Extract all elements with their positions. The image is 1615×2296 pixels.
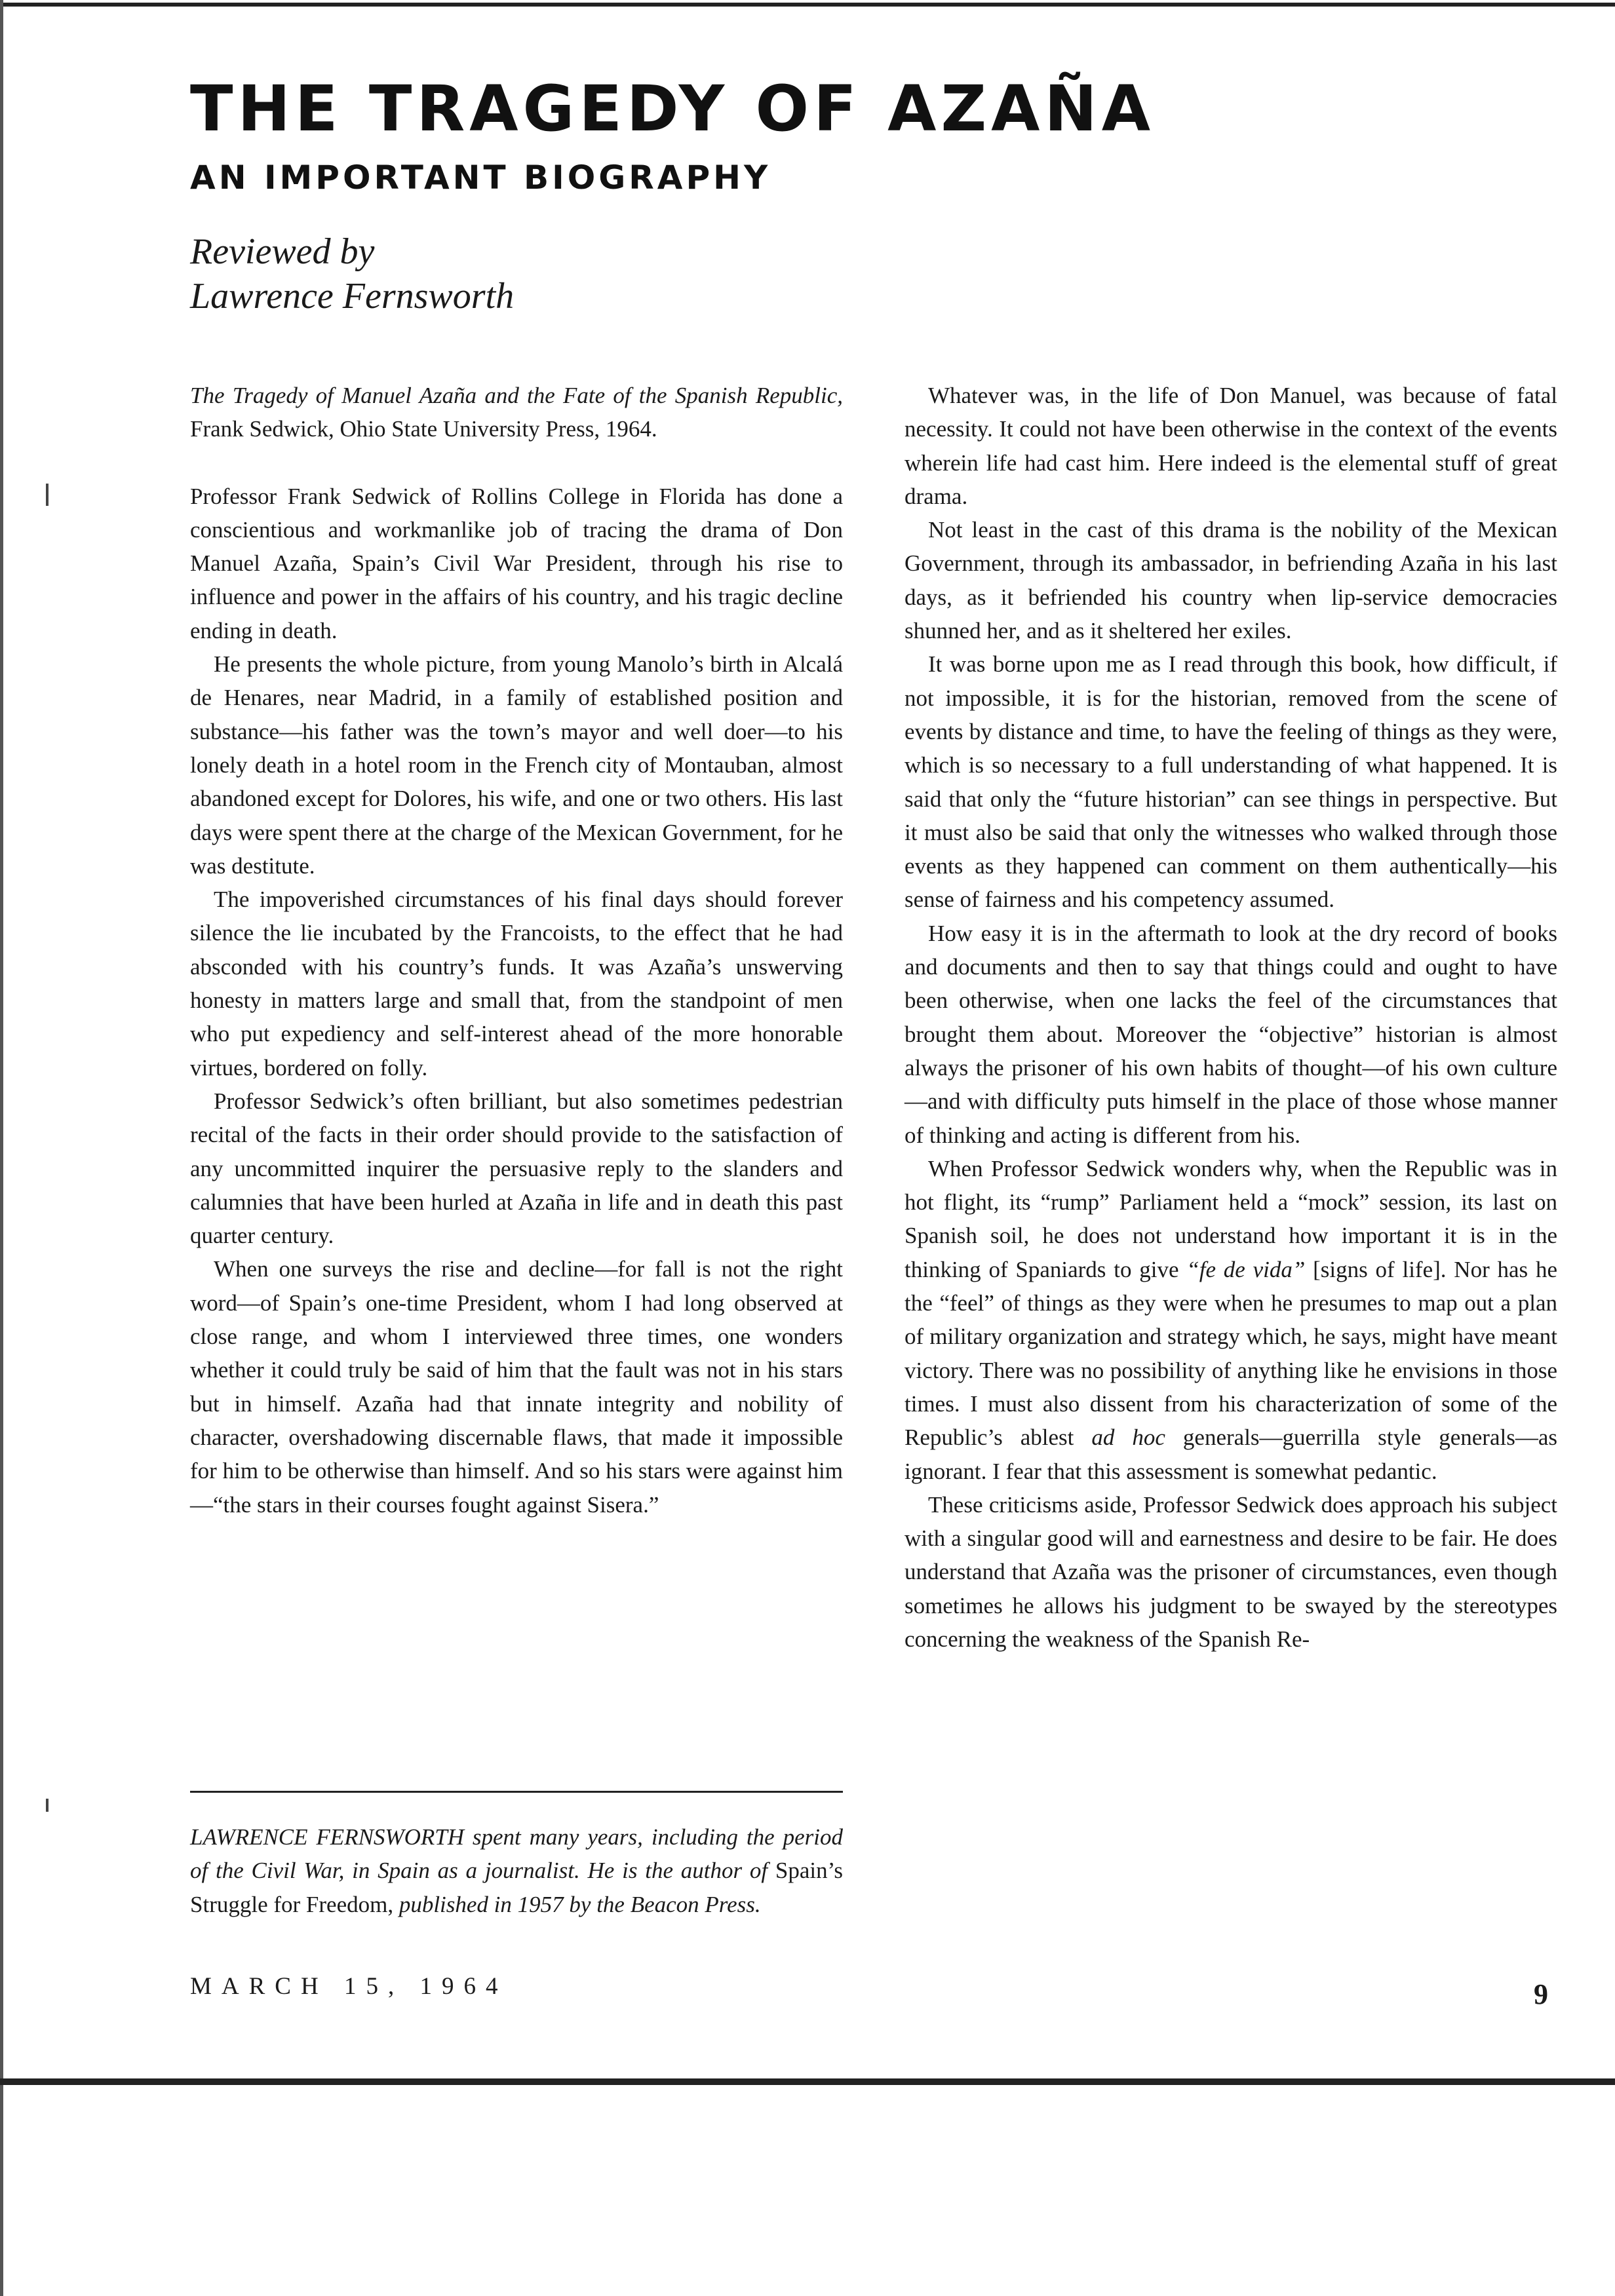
reviewed-by-label: Reviewed by xyxy=(190,231,375,272)
article-subtitle: AN IMPORTANT BIOGRAPHY xyxy=(190,159,771,197)
bottom-border-rule xyxy=(0,2078,1615,2085)
citation-details: Frank Sedwick, Ohio State University Press, 1964. xyxy=(190,416,657,442)
left-column xyxy=(190,379,843,1521)
reviewer-name: Lawrence Fernsworth xyxy=(190,276,515,316)
left-border-rule xyxy=(0,0,3,2296)
top-border-rule xyxy=(0,3,1615,7)
paragraph-text: [signs of life]. Nor has he the “feel” of things as they were when he presumes to map out a plan of military organization and strategy which, he says, might have meant victory. There was no possibility of anything like he envisions in those times. I must also dissent from his characterization of some of the Republic’s ablest xyxy=(905,1256,1557,1451)
reviewer-byline xyxy=(190,229,846,318)
article-title: THE TRAGEDY OF AZAÑA xyxy=(190,72,1155,145)
body-paragraph: The impoverished circumstances of his final days should forever silence the lie incubated by the Francoists, to the effect that he had absconded with his country’s funds. It was Azaña’s unswerving honesty in matters large and small that, from the standpoint of men who put expediency and self-interest ahead of the more honorable virtues, bordered on folly. xyxy=(190,887,843,1081)
body-paragraph: It was borne upon me as I read through this book, how difficult, if not impossible, it is for the historian, removed from the scene of events by distance and time, to have the feeling of things as they were, which is so necessary to a full understanding of what happened. It is said that only the “future historian” can see things in perspective. But it must also be said that only the witnesses who walked through those events as they happened can comment on them authentically—his sense of fairness and his competency assumed. xyxy=(905,651,1557,913)
bio-author-name: LAWRENCE FERNSWORTH xyxy=(190,1824,464,1850)
body-paragraph: He presents the whole picture, from young Manolo’s birth in Alcalá de Henares, near Madrid, in a family of established position and substance—his father was the town’s mayor and well doer—to his lonely death in a hotel room in the French city of Montauban, almost abandoned except for Dolores, his wife, and one or two others. His last days were spent there at the charge of the Mexican Government, for he was destitute. xyxy=(190,651,843,879)
page-number: 9 xyxy=(1534,1978,1548,2010)
bio-text: published in 1957 by the Beacon Press. xyxy=(393,1891,761,1917)
author-bio xyxy=(190,1820,843,1921)
body-paragraph: These criticisms aside, Professor Sedwick does approach his subject with a singular good will and earnestness and desire to be fair. He does understand that Azaña was the prisoner of circumstances, even though sometimes he allows his judgment to be swayed by the stereotypes concerning the weakness of the Spanish Re- xyxy=(905,1491,1557,1652)
bio-text: spent many years, including the period of the Civil War, in Spain as a journalist. He is the author of xyxy=(190,1824,843,1884)
body-paragraph: Professor Sedwick’s often brilliant, but also sometimes pedestrian recital of the facts in their order should provide to the satisfaction of any uncommitted inquirer the persuasive reply to the slanders and calumnies that have been hurled at Azaña in life and in death this past quarter century. xyxy=(190,1088,843,1249)
citation-book-title: The Tragedy of Manuel Azaña and the Fate of the Spanish Republic, xyxy=(190,383,843,408)
margin-mark xyxy=(46,1799,49,1812)
bio-divider xyxy=(190,1791,843,1793)
issue-date: MARCH 15, 1964 xyxy=(190,1973,508,2000)
paragraph-text: When Professor Sedwick wonders why, when the Republic was in hot flight, its “rump” Parliament held a “mock” session, its last on Spanish soil, he does not understand how important it is in the thinking of Spaniards to give xyxy=(905,1155,1557,1282)
paragraph-text: generals—guerrilla style generals—as ignorant. I fear that this assessment is somewhat pedantic. xyxy=(905,1425,1557,1484)
italic-phrase: ad hoc xyxy=(1091,1425,1165,1451)
right-column xyxy=(905,379,1557,1656)
body-paragraph xyxy=(905,1152,1557,1488)
body-paragraph: Whatever was, in the life of Don Manuel, was because of fatal necessity. It could not have been otherwise in the context of the events wherein life had cast him. Here indeed is the elemental stuff of great drama. xyxy=(905,383,1557,509)
body-paragraph: When one surveys the rise and decline—for fall is not the right word—of Spain’s one-time President, whom I had long observed at close range, and whom I interviewed three times, one wonders whether it could truly be said of him that the fault was not in his stars but in himself. Azaña had that innate integrity and nobility of character, overshadowing discernable flaws, that made it impossible for him to be otherwise than himself. And so his stars were against him—“the stars in their courses fought against Sisera.” xyxy=(190,1256,843,1518)
margin-mark xyxy=(46,484,49,506)
italic-phrase: “fe de vida” xyxy=(1186,1256,1306,1282)
book-citation xyxy=(190,379,843,446)
bio-book-title: Spain’s Struggle for Freedom, xyxy=(190,1858,843,1917)
body-paragraph: Not least in the cast of this drama is the nobility of the Mexican Government, through its ambassador, in befriending Azaña in his last days, as it befriended his country when lip-service democracies shunned her, and as it sheltered her exiles. xyxy=(905,517,1557,644)
body-paragraph: Professor Frank Sedwick of Rollins College in Florida has done a conscientious and workmanlike job of tracing the drama of Don Manuel Azaña, Spain’s Civil War President, through his rise to influence and power in the affairs of his country, and his tragic decline ending in death. xyxy=(190,483,843,643)
body-paragraph: How easy it is in the aftermath to look at the dry record of books and documents and then to say that things could and ought to have been otherwise, when one lacks the feel of the circumstances that brought them about. Moreover the “objective” historian is almost always the prisoner of his own habits of thought—of his own culture—and with difficulty puts himself in the place of those whose manner of thinking and acting is different from his. xyxy=(905,920,1557,1148)
